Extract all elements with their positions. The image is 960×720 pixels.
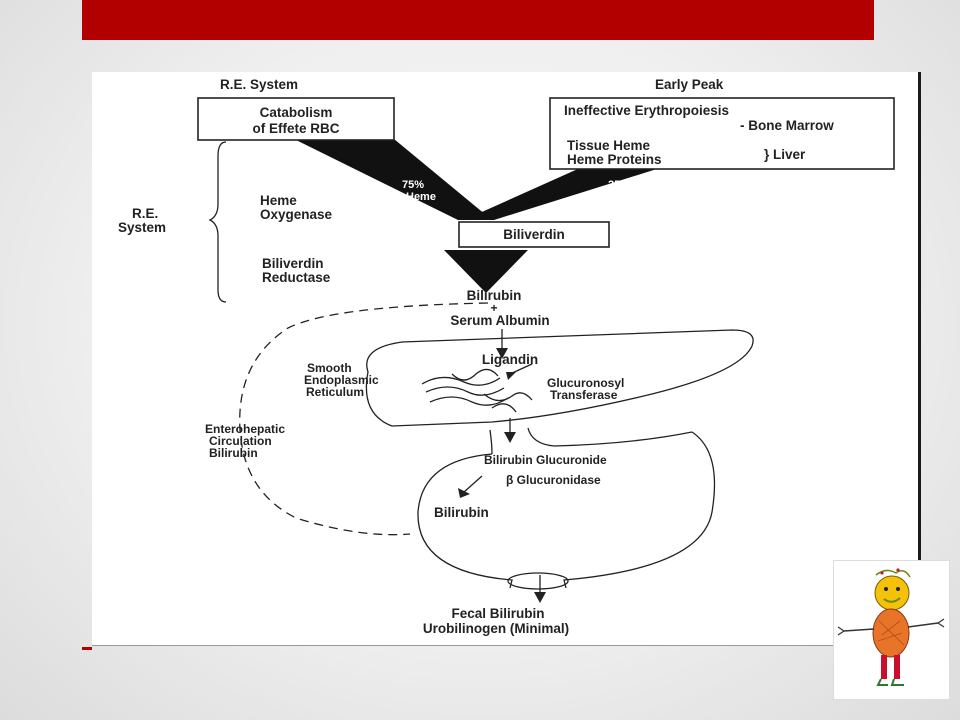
intestine-outlet bbox=[508, 573, 568, 589]
ligandin-label: Ligandin bbox=[481, 352, 539, 367]
ser-line1: Smooth bbox=[307, 361, 352, 375]
heme-oxygenase-line1: Heme bbox=[260, 193, 297, 208]
ineffective-erythropoiesis: Ineffective Erythropoiesis bbox=[564, 103, 730, 118]
bilirubin-diagram-svg bbox=[92, 72, 918, 645]
enterohepatic-line2: Circulation bbox=[209, 434, 272, 448]
re-system-header: R.E. System bbox=[220, 77, 299, 92]
ligandin-pointer-head bbox=[506, 372, 516, 380]
urobilinogen-label: Urobilinogen (Minimal) bbox=[422, 621, 570, 636]
bilirubin-top-label: Bilirubin bbox=[466, 288, 522, 303]
fecal-bilirubin-label: Fecal Bilirubin bbox=[451, 606, 545, 621]
intestine-left-wall bbox=[418, 454, 512, 588]
re-system-side-line1: R.E. bbox=[132, 206, 159, 221]
bilirubin-intestine-label: Bilirubin bbox=[434, 505, 489, 520]
heme-proteins-label: Heme Proteins bbox=[567, 152, 662, 167]
enterohepatic-dashed-loop bbox=[240, 303, 488, 535]
catabolism-line1: Catabolism bbox=[259, 105, 333, 120]
glucuronosyl-line1: Glucuronosyl bbox=[547, 376, 625, 390]
liver-brace-label: } Liver bbox=[764, 147, 806, 162]
heme-right-label: Heme bbox=[604, 191, 634, 203]
enterohepatic-line1: Enterohepatic bbox=[205, 422, 286, 436]
re-system-brace bbox=[210, 142, 226, 302]
arrow-glucuronidase-head bbox=[458, 488, 470, 498]
pct-75-label: 75% bbox=[402, 179, 425, 191]
bilirubin-glucuronide-label: Bilirubin Glucuronide bbox=[484, 453, 607, 467]
slide-accent-dash bbox=[82, 647, 92, 650]
child-drawing-svg bbox=[834, 561, 949, 699]
early-peak-header: Early Peak bbox=[655, 77, 724, 92]
slide-title-bar bbox=[82, 0, 874, 40]
ser-line3: Reticulum bbox=[306, 385, 365, 399]
bile-duct-right bbox=[528, 428, 692, 446]
ser-line2: Endoplasmic bbox=[304, 373, 379, 387]
bile-duct-left bbox=[490, 430, 492, 454]
biliverdin-reductase-line2: Reductase bbox=[262, 270, 331, 285]
re-system-side-line2: System bbox=[118, 220, 167, 235]
glucuronosyl-line2: Transferase bbox=[550, 388, 618, 402]
pct-25-label: 25% bbox=[608, 179, 631, 191]
biliverdin-label: Biliverdin bbox=[503, 227, 565, 242]
enterohepatic-line3: Bilirubin bbox=[209, 446, 258, 460]
child-drawing-image bbox=[833, 560, 950, 700]
serum-albumin-label: Serum Albumin bbox=[450, 313, 550, 328]
tissue-heme-label: Tissue Heme bbox=[567, 138, 651, 153]
arrow-glucuronidase-shaft bbox=[464, 476, 482, 492]
bilirubin-metabolism-figure bbox=[92, 72, 921, 646]
arrow-bile-head bbox=[504, 432, 516, 443]
plus-sign: + bbox=[490, 301, 498, 315]
endoplasmic-reticulum-drawing bbox=[422, 369, 532, 412]
catabolism-line2: of Effete RBC bbox=[252, 121, 340, 136]
arrow-fecal-head bbox=[534, 592, 546, 603]
heme-left-label: Heme bbox=[406, 191, 436, 203]
bone-marrow-label: - Bone Marrow bbox=[740, 118, 834, 133]
funnel-bottom-arrow bbox=[444, 250, 528, 293]
biliverdin-reductase-line1: Biliverdin bbox=[262, 256, 324, 271]
heme-oxygenase-line2: Oxygenase bbox=[260, 207, 333, 222]
beta-glucuronidase-label: β Glucuronidase bbox=[506, 473, 601, 487]
